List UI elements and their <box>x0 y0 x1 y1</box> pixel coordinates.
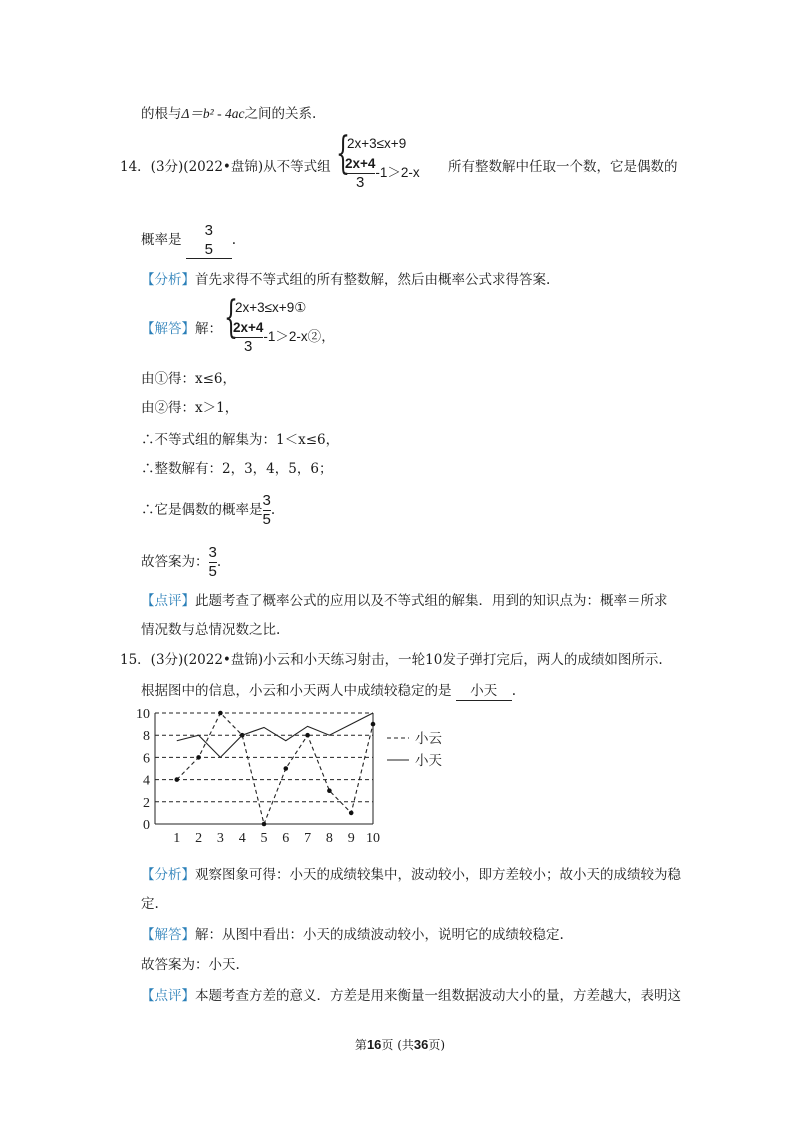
footer-p3: 页) <box>428 1038 446 1052</box>
q14-answer-den: 5 <box>208 563 217 580</box>
data-point-xiaoyun <box>371 722 376 727</box>
q15-comment <box>141 987 681 1005</box>
data-point-xiaoyun <box>327 788 332 793</box>
q14-analysis-text: 首先求得不等式组的所有整数解，然后由概率公式求得答案. <box>195 272 551 288</box>
q14-step-3: ∴不等式组的解集为：1＜x≤6， <box>141 432 340 448</box>
q15-solution-text: 解：从图中看出：小天的成绩波动较小，说明它的成绩较稳定. <box>195 927 564 943</box>
q14-sol-ineq2-rest: -1＞2-x② <box>263 329 322 345</box>
intro-prefix: 的根与 <box>141 106 182 122</box>
series-line-xiaoyun <box>177 713 373 824</box>
q15-solution <box>141 926 564 944</box>
q14-stem <box>120 158 331 176</box>
q14-stem-prefix: 14．(3分)(2022•盘锦)从不等式组 <box>120 159 331 175</box>
q15-score-chart <box>0 700 800 860</box>
y-tick-label: 2 <box>143 795 150 811</box>
delta-formula: Δ＝b² - 4ac <box>181 106 245 121</box>
q15-analysis-tag: 【分析】 <box>141 867 195 883</box>
footer-page: 16 <box>366 1037 382 1052</box>
q14-comment-tag: 【点评】 <box>141 593 195 609</box>
x-tick-label: 4 <box>238 831 246 846</box>
footer-p1: 第 <box>354 1038 367 1052</box>
data-point-xiaoyun <box>218 711 223 716</box>
q14-ineq2-rest: -1＞2-x <box>375 165 420 181</box>
data-point-xiaoyun <box>196 755 201 760</box>
q14-prob-end: . <box>231 232 237 248</box>
legend-label-xiaotian: 小天 <box>415 753 442 768</box>
q14-sol-ineq2-num: 2x+4 <box>233 320 264 335</box>
q15-answer-blank: 小天 <box>470 683 498 699</box>
data-point-xiaoyun <box>262 822 267 827</box>
q14-step5-num: 3 <box>262 492 271 509</box>
q15-stem-2 <box>141 682 516 701</box>
legend-label-xiaoyun: 小云 <box>415 731 442 746</box>
q14-ineq-1: 2x+3≤x+9 <box>347 136 407 151</box>
q14-sol-ineq-1: 2x+3≤x+9① <box>235 300 307 315</box>
q14-ineq2-den: 3 <box>356 174 365 191</box>
y-tick-label: 0 <box>143 818 150 833</box>
q14-sol-ineq-2 <box>233 320 335 355</box>
q14-sol-comma: ， <box>321 329 335 345</box>
q14-step-1: 由①得：x≤6， <box>141 371 237 387</box>
q14-solution-lead <box>141 320 222 338</box>
q14-step-2: 由②得：x＞1， <box>141 400 239 416</box>
q14-ineq-2 <box>345 156 420 191</box>
q14-solution-lead-text: 解： <box>195 321 222 337</box>
y-tick-label: 8 <box>143 729 150 745</box>
q14-analysis-tag: 【分析】 <box>141 272 195 288</box>
q14-step-4: ∴整数解有：2，3，4，5，6； <box>141 461 333 477</box>
q15-comment-tag: 【点评】 <box>141 988 195 1004</box>
x-tick-label: 5 <box>260 831 268 846</box>
q14-ineq2-num: 2x+4 <box>345 156 376 171</box>
x-tick-label: 9 <box>347 831 355 846</box>
x-tick-label: 1 <box>173 831 181 846</box>
q14-prob-num: 3 <box>204 222 213 239</box>
q14-system-brace: { <box>336 128 350 179</box>
q15-comment-text: 本题考查方差的意义．方差是用来衡量一组数据波动大小的量，方差越大，表明这 <box>195 988 681 1004</box>
q14-solution-tag: 【解答】 <box>141 321 195 337</box>
q15-stem-1: 15．(3分)(2022•盘锦)小云和小天练习射击，一轮10发子弹打完后，两人的成绩如图所示. <box>120 652 663 668</box>
x-tick-label: 6 <box>282 831 290 846</box>
data-point-xiaoyun <box>349 811 354 816</box>
q15-answer: 故答案为：小天. <box>141 957 240 973</box>
q14-prob-label: 概率是 <box>141 232 182 248</box>
x-tick-label: 7 <box>304 831 312 846</box>
page-footer <box>0 1036 800 1053</box>
q14-analysis <box>141 271 550 289</box>
y-tick-label: 6 <box>143 751 150 767</box>
q14-step5-end: . <box>270 502 276 518</box>
y-tick-label: 10 <box>136 707 150 722</box>
q14-comment-text-1: 此题考查了概率公式的应用以及不等式组的解集．用到的知识点为：概率＝所求 <box>195 593 668 609</box>
x-tick-label: 2 <box>195 831 203 846</box>
footer-total: 36 <box>413 1037 429 1052</box>
q15-analysis-1 <box>141 866 681 884</box>
q14-solution-brace: { <box>224 292 238 343</box>
footer-p2: 页 (共 <box>381 1038 414 1052</box>
q14-answer-prefix: 故答案为： <box>141 554 209 570</box>
q15-stem2-prefix: 根据图中的信息，小云和小天两人中成绩较稳定的是 <box>141 683 452 699</box>
q14-answer-end: . <box>216 554 222 570</box>
q15-analysis-text-1: 观察图象可得：小天的成绩较集中，波动较小，即方差较小；故小天的成绩较为稳 <box>195 867 681 883</box>
data-point-xiaoyun <box>284 766 289 771</box>
x-tick-label: 8 <box>325 831 333 846</box>
q14-comment-2: 情况数与总情况数之比. <box>141 622 281 638</box>
q14-stem-suffix-line <box>448 158 678 176</box>
q15-analysis-2: 定. <box>141 896 159 912</box>
data-point-xiaoyun <box>305 733 310 738</box>
q14-prob-line <box>141 222 236 259</box>
x-tick-label: 10 <box>366 831 380 846</box>
q14-comment-1 <box>141 592 668 610</box>
q15-stem2-end: . <box>511 683 517 699</box>
q14-step5-prefix: ∴它是偶数的概率是 <box>141 502 263 518</box>
intro-line <box>141 105 316 123</box>
q14-answer-num: 3 <box>208 544 217 561</box>
q14-prob-den: 5 <box>204 241 213 258</box>
y-tick-label: 4 <box>143 773 150 789</box>
q14-step5-den: 5 <box>262 511 271 528</box>
q14-answer <box>141 544 221 580</box>
q15-solution-tag: 【解答】 <box>141 927 195 943</box>
data-point-xiaoyun <box>175 777 180 782</box>
x-tick-label: 3 <box>216 831 224 846</box>
q14-sol-ineq2-den: 3 <box>244 338 253 355</box>
q14-step-5 <box>141 492 275 528</box>
q14-stem-suffix: 所有整数解中任取一个数，它是偶数的 <box>448 159 678 175</box>
intro-suffix: 之间的关系. <box>244 106 317 122</box>
